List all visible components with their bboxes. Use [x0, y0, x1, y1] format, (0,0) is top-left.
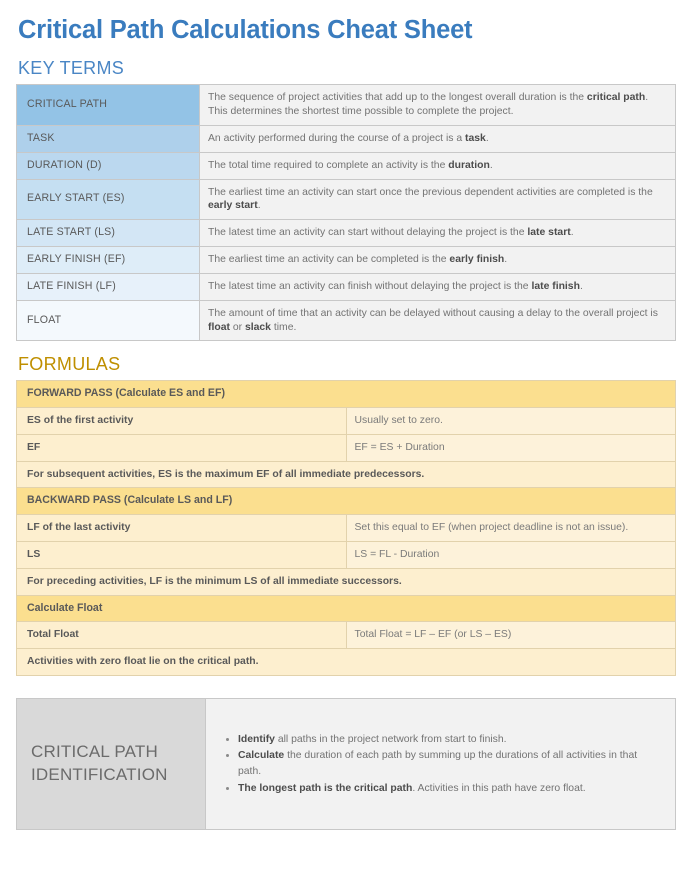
table-row [17, 515, 676, 542]
formula-label: Total Float [17, 622, 347, 649]
formula-value: LS = FL - Duration [346, 542, 676, 569]
formula-section-header: Calculate Float [17, 595, 676, 622]
formula-section-header: FORWARD PASS (Calculate ES and EF) [17, 381, 676, 408]
table-row [17, 649, 676, 676]
formula-note: For preceding activities, LF is the minimum LS of all immediate successors. [17, 568, 676, 595]
critical-path-steps-list [212, 732, 663, 796]
key-term-description: The sequence of project activities that add up to the longest overall duration is the critical path. This determines the shortest time possible to complete the project. [200, 85, 676, 125]
page-title: Critical Path Calculations Cheat Sheet [18, 16, 473, 44]
table-row [17, 179, 676, 219]
list-item: • Identify all paths in the project network from start to finish. [238, 732, 663, 748]
table-row [17, 595, 676, 622]
table-row [17, 542, 676, 569]
formulas-table [16, 380, 676, 676]
table-row [17, 273, 676, 300]
formula-label: LS [17, 542, 347, 569]
formula-label: LF of the last activity [17, 515, 347, 542]
key-term-description: The earliest time an activity can be completed is the early finish. [200, 246, 676, 273]
key-term-description: The latest time an activity can finish without delaying the project is the late finish. [200, 273, 676, 300]
critical-path-identification-label: CRITICAL PATH IDENTIFICATION [17, 698, 206, 829]
formula-note: For subsequent activities, ES is the maximum EF of all immediate predecessors. [17, 461, 676, 488]
key-terms-table-body [17, 85, 676, 341]
critical-path-identification-body [17, 698, 676, 829]
key-term-label: DURATION (D) [17, 152, 200, 179]
key-term-label: EARLY FINISH (EF) [17, 246, 200, 273]
table-row [17, 125, 676, 152]
key-term-description: The amount of time that an activity can be delayed without causing a delay to the overall project is float or slack time. [200, 300, 676, 340]
key-term-description: The total time required to complete an activity is the duration. [200, 152, 676, 179]
key-terms-heading: KEY TERMS [18, 58, 125, 79]
table-row [17, 461, 676, 488]
key-term-label: EARLY START (ES) [17, 179, 200, 219]
table-row [17, 381, 676, 408]
formula-label: EF [17, 434, 347, 461]
key-term-label: CRITICAL PATH [17, 85, 200, 125]
table-row [17, 434, 676, 461]
formula-value: Set this equal to EF (when project deadline is not an issue). [346, 515, 676, 542]
formulas-heading: FORMULAS [18, 354, 121, 375]
list-item: • The longest path is the critical path. Activities in this path have zero float. [238, 781, 663, 797]
table-row [17, 246, 676, 273]
table-row [17, 408, 676, 435]
critical-path-identification-content [206, 698, 676, 829]
key-term-description: An activity performed during the course of a project is a task. [200, 125, 676, 152]
table-row [17, 152, 676, 179]
key-term-label: LATE FINISH (LF) [17, 273, 200, 300]
formula-value: Usually set to zero. [346, 408, 676, 435]
key-terms-table [16, 84, 676, 341]
key-term-description: The latest time an activity can start without delaying the project is the late start. [200, 219, 676, 246]
table-row [17, 300, 676, 340]
formula-note: Activities with zero float lie on the critical path. [17, 649, 676, 676]
formula-value: Total Float = LF – EF (or LS – ES) [346, 622, 676, 649]
formula-value: EF = ES + Duration [346, 434, 676, 461]
critical-path-identification-table [16, 698, 676, 830]
table-row [17, 622, 676, 649]
list-item: • Calculate the duration of each path by summing up the durations of all activities in that path. [238, 748, 663, 779]
key-term-label: LATE START (LS) [17, 219, 200, 246]
formula-label: ES of the first activity [17, 408, 347, 435]
table-row [17, 219, 676, 246]
key-term-description: The earliest time an activity can start once the previous dependent activities are completed is the early start. [200, 179, 676, 219]
table-row [17, 488, 676, 515]
table-row [17, 568, 676, 595]
key-term-label: TASK [17, 125, 200, 152]
formulas-table-body [17, 381, 676, 676]
key-term-label: FLOAT [17, 300, 200, 340]
table-row [17, 85, 676, 125]
formula-section-header: BACKWARD PASS (Calculate LS and LF) [17, 488, 676, 515]
table-row [17, 698, 676, 829]
